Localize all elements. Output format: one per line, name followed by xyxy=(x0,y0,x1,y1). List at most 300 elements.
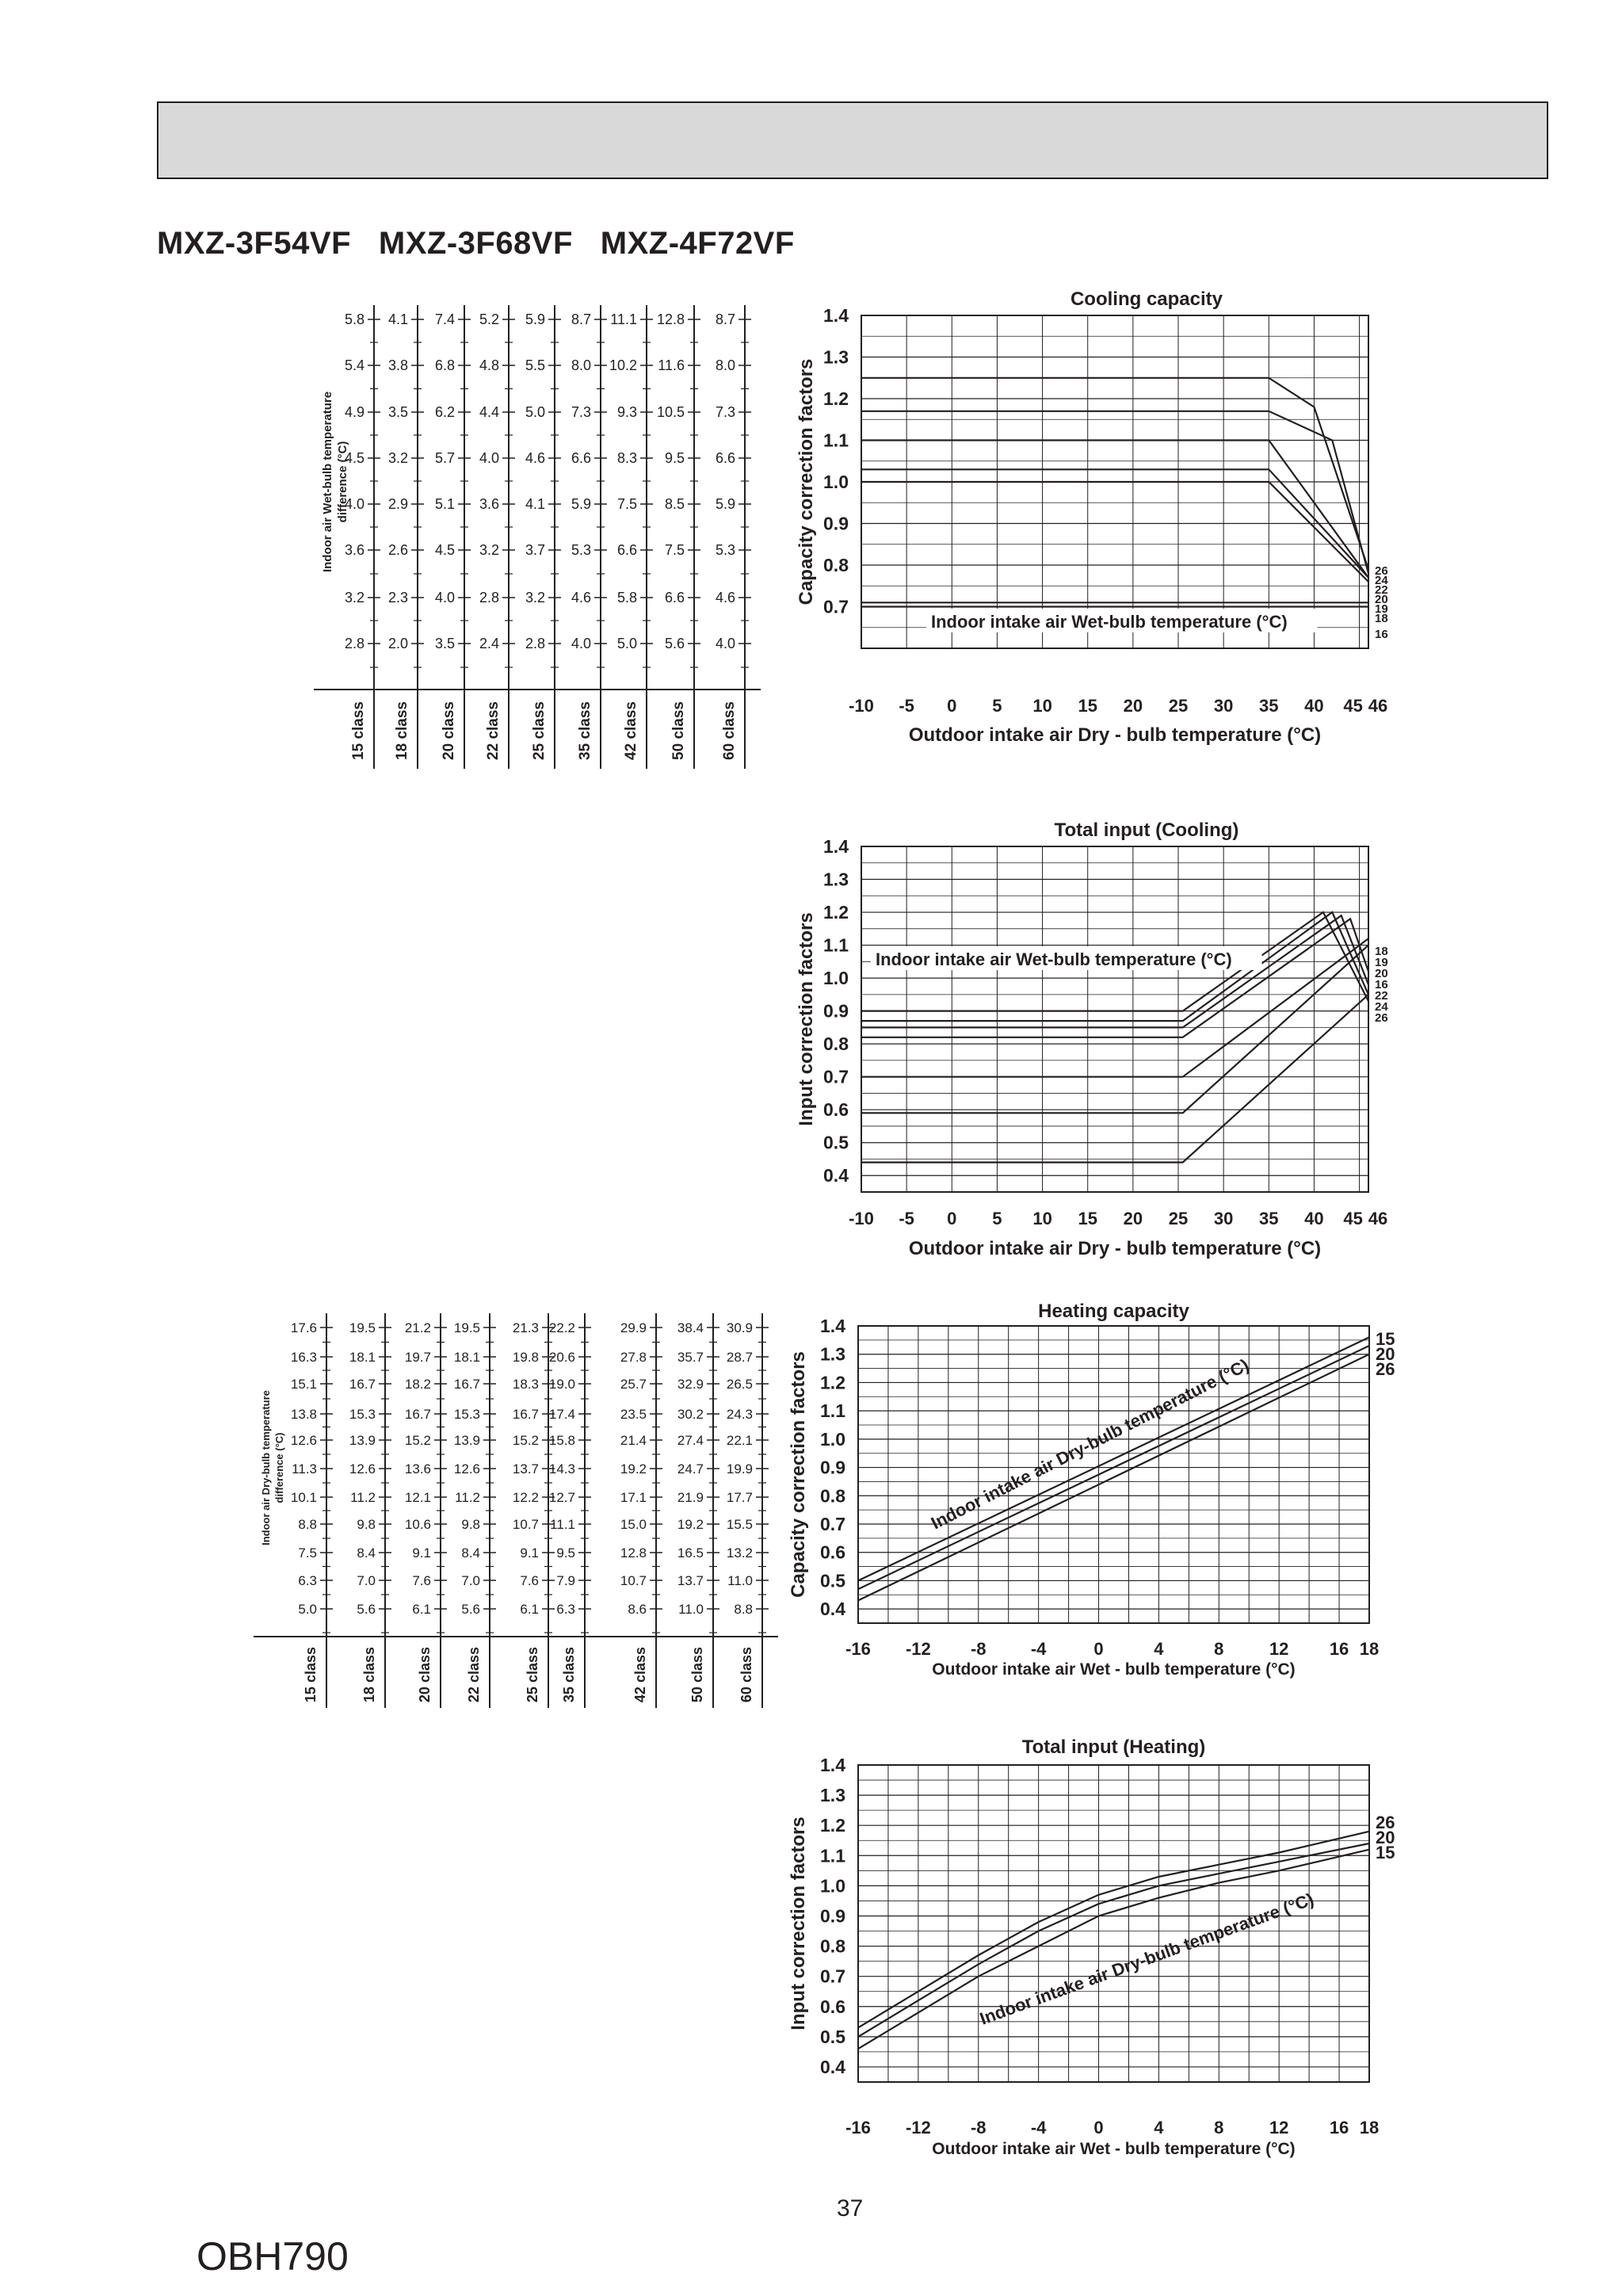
table-cell: 30.9 xyxy=(726,1320,753,1335)
table-cell: 4.0 xyxy=(571,636,591,651)
table-cell: 11.1 xyxy=(610,311,637,327)
x-axis-label: Outdoor intake air Dry - bulb temperature (°C) xyxy=(908,724,1322,746)
nomogram-table-1 xyxy=(314,305,761,769)
y-tick-label: 0.5 xyxy=(820,2026,845,2047)
table-cell: 4.0 xyxy=(344,496,364,512)
table-cell: 8.6 xyxy=(628,1602,647,1617)
table-cell: 6.1 xyxy=(520,1602,539,1617)
x-tick-label: -8 xyxy=(970,1639,987,1659)
chart-4 xyxy=(788,1736,1395,2158)
legend-label: 24 xyxy=(1375,574,1388,587)
table-cell: 21.9 xyxy=(677,1490,704,1505)
series-line-20 xyxy=(858,1843,1369,2037)
y-tick-label: 1.2 xyxy=(820,1815,845,1836)
x-tick-label: 4 xyxy=(1154,1639,1164,1659)
class-label: 15 class xyxy=(350,701,367,760)
y-tick-label: 0.8 xyxy=(820,1485,845,1507)
table-cell: 5.5 xyxy=(525,357,545,373)
table-cell: 15.5 xyxy=(726,1517,753,1532)
table-cell: 16.7 xyxy=(453,1377,480,1392)
table-cell: 4.9 xyxy=(344,404,364,420)
table-cell: 6.6 xyxy=(571,450,591,466)
x-tick-label: 16 xyxy=(1329,1639,1349,1659)
table-cell: 8.7 xyxy=(715,311,735,327)
nomogram-table-2 xyxy=(254,1313,778,1708)
chart-grid xyxy=(861,846,1368,1192)
chart-title: Cooling capacity xyxy=(1070,288,1223,310)
x-axis-label: Outdoor intake air Wet - bulb temperature (°C) xyxy=(932,2140,1296,2158)
class-label: 22 class xyxy=(466,1647,482,1703)
chart-grid xyxy=(858,1765,1369,2082)
table-cell: 4.5 xyxy=(434,542,455,558)
x-tick-label: -10 xyxy=(849,696,874,716)
y-tick-label: 0.9 xyxy=(820,1905,845,1927)
table-cell: 4.4 xyxy=(479,404,499,420)
table-cell: 9.1 xyxy=(412,1545,431,1561)
table-cell: 10.2 xyxy=(609,357,637,373)
table-cell: 3.5 xyxy=(434,636,455,651)
table-cell: 19.8 xyxy=(512,1350,539,1365)
table-cell: 13.9 xyxy=(453,1433,480,1448)
table-cell: 16.3 xyxy=(290,1350,317,1365)
table-cell: 3.2 xyxy=(525,590,545,606)
table-cell: 7.5 xyxy=(616,496,637,512)
series-line-16 xyxy=(861,995,1368,1163)
table-cell: 5.0 xyxy=(616,636,637,651)
table-cell: 21.2 xyxy=(404,1320,431,1335)
table-cell: 3.7 xyxy=(525,542,545,558)
legend-label: 20 xyxy=(1375,593,1388,606)
table-cell: 3.2 xyxy=(479,542,499,558)
table-cell: 27.4 xyxy=(677,1433,704,1448)
table-cell: 4.6 xyxy=(715,590,735,606)
table-cell: 13.9 xyxy=(349,1433,376,1448)
table-title-line: difference (°C) xyxy=(273,1432,285,1503)
table-cell: 7.6 xyxy=(412,1573,431,1588)
x-tick-label: 30 xyxy=(1213,1209,1234,1228)
table-cell: 5.9 xyxy=(525,311,545,327)
y-tick-label: 0.8 xyxy=(823,555,849,575)
x-tick-label: -10 xyxy=(849,1209,874,1228)
table-cell: 15.3 xyxy=(453,1407,480,1422)
legend-label: 20 xyxy=(1376,1344,1395,1364)
y-tick-label: 1.2 xyxy=(823,902,849,923)
y-tick-label: 1.0 xyxy=(820,1875,845,1897)
table-cell: 5.9 xyxy=(571,496,591,512)
table-cell: 5.7 xyxy=(434,450,455,466)
x-tick-label: -12 xyxy=(905,1639,931,1659)
x-tick-label: 18 xyxy=(1359,1639,1380,1659)
table-cell: 11.0 xyxy=(678,1602,704,1617)
class-label: 20 class xyxy=(441,701,457,760)
y-tick-label: 1.2 xyxy=(820,1372,845,1393)
legend-label: 22 xyxy=(1375,989,1388,1003)
table-cell: 18.2 xyxy=(404,1377,431,1392)
table-cell: 7.0 xyxy=(357,1573,376,1588)
table-cell: 2.6 xyxy=(387,542,408,558)
x-tick-label: -5 xyxy=(899,1209,914,1228)
table-cell: 7.3 xyxy=(715,404,735,420)
table-cell: 17.1 xyxy=(620,1490,647,1505)
x-tick-label: 35 xyxy=(1259,696,1279,716)
x-tick-label: 40 xyxy=(1304,1209,1324,1228)
table-cell: 11.1 xyxy=(550,1517,575,1532)
table-cell: 8.0 xyxy=(571,357,591,373)
legend-label: 26 xyxy=(1375,1011,1388,1025)
table-cell: 24.7 xyxy=(677,1461,704,1477)
x-tick-label: 16 xyxy=(1329,2118,1349,2137)
table-cell: 8.4 xyxy=(357,1545,376,1561)
table-cell: 13.2 xyxy=(726,1545,753,1561)
table-cell: 3.6 xyxy=(479,496,499,512)
document-code: OBH790 xyxy=(197,2234,349,2279)
table-cell: 21.4 xyxy=(620,1433,647,1448)
table-cell: 5.3 xyxy=(715,542,735,558)
table-cell: 4.0 xyxy=(715,636,735,651)
class-label: 35 class xyxy=(577,701,593,760)
table-cell: 2.8 xyxy=(479,590,499,606)
table-cell: 18.1 xyxy=(453,1350,480,1365)
table-cell: 5.6 xyxy=(664,636,685,651)
table-cell: 12.8 xyxy=(656,311,685,327)
table-cell: 11.2 xyxy=(350,1490,376,1505)
chart-grid xyxy=(858,1326,1369,1623)
y-axis-label: Input correction factors xyxy=(788,1817,809,2030)
series-line-15 xyxy=(858,1850,1369,2049)
y-tick-label: 0.6 xyxy=(823,1099,849,1121)
table-cell: 28.7 xyxy=(726,1350,753,1365)
plot-frame xyxy=(858,1765,1369,2082)
table-cell: 5.6 xyxy=(461,1602,480,1617)
table-cell: 29.9 xyxy=(620,1320,647,1335)
table-cell: 7.5 xyxy=(664,542,685,558)
table-cell: 5.9 xyxy=(715,496,735,512)
y-tick-label: 1.4 xyxy=(820,1755,845,1775)
table-cell: 15.2 xyxy=(512,1433,539,1448)
x-tick-label: 25 xyxy=(1168,1209,1189,1228)
class-label: 18 class xyxy=(394,701,410,760)
y-tick-label: 1.1 xyxy=(820,1845,845,1866)
plot-frame xyxy=(858,1326,1369,1623)
table-cell: 6.1 xyxy=(412,1602,431,1617)
table-cell: 12.6 xyxy=(290,1433,317,1448)
class-label: 18 class xyxy=(361,1647,377,1703)
y-tick-label: 0.7 xyxy=(823,1066,849,1087)
table-cell: 13.6 xyxy=(404,1461,431,1477)
table-cell: 25.7 xyxy=(620,1377,647,1392)
table-cell: 19.7 xyxy=(404,1350,431,1365)
legend-label: 24 xyxy=(1375,1000,1388,1014)
table-cell: 18.3 xyxy=(512,1377,539,1392)
class-label: 50 class xyxy=(670,701,687,760)
x-tick-label: 45 xyxy=(1343,1209,1363,1228)
x-tick-label: 0 xyxy=(947,696,957,716)
table-cell: 13.7 xyxy=(677,1573,704,1588)
series-line-26 xyxy=(858,1354,1369,1601)
table-cell: 11.0 xyxy=(727,1573,753,1588)
table-cell: 6.6 xyxy=(715,450,735,466)
y-tick-label: 0.6 xyxy=(820,1541,845,1563)
table-cell: 19.2 xyxy=(620,1461,647,1477)
y-tick-label: 0.5 xyxy=(820,1570,845,1591)
table-cell: 16.7 xyxy=(404,1407,431,1422)
table-cell: 9.8 xyxy=(461,1517,480,1532)
y-tick-label: 0.7 xyxy=(823,596,849,617)
table-cell: 10.1 xyxy=(290,1490,317,1505)
table-cell: 12.6 xyxy=(453,1461,480,1477)
table-cell: 12.6 xyxy=(349,1461,376,1477)
table-cell: 17.7 xyxy=(726,1490,753,1505)
table-cell: 5.8 xyxy=(344,311,364,327)
table-title-line: difference (°C) xyxy=(336,441,349,523)
table-cell: 3.8 xyxy=(387,357,408,373)
table-cell: 4.0 xyxy=(479,450,499,466)
table-cell: 16.7 xyxy=(349,1377,376,1392)
table-cell: 27.8 xyxy=(620,1350,647,1365)
y-tick-label: 1.1 xyxy=(823,430,849,451)
x-tick-label: 46 xyxy=(1368,696,1388,716)
x-tick-label: 0 xyxy=(1093,2118,1104,2137)
y-tick-label: 1.3 xyxy=(820,1343,845,1365)
x-tick-label: -12 xyxy=(905,2118,931,2137)
y-tick-label: 1.1 xyxy=(823,934,849,956)
table-cell: 30.2 xyxy=(677,1407,704,1422)
table-cell: 9.5 xyxy=(664,450,685,466)
table-cell: 6.6 xyxy=(664,590,685,606)
table-cell: 4.6 xyxy=(571,590,591,606)
series-line-24 xyxy=(861,411,1368,574)
x-tick-label: 4 xyxy=(1154,2118,1164,2137)
class-label: 20 class xyxy=(417,1647,433,1703)
plot-frame xyxy=(861,846,1368,1192)
table-cell: 6.6 xyxy=(616,542,637,558)
table-cell: 7.5 xyxy=(298,1545,317,1561)
table-cell: 5.0 xyxy=(525,404,545,420)
series-line-18 xyxy=(861,946,1368,1114)
x-tick-label: 30 xyxy=(1213,696,1234,716)
x-tick-label: -4 xyxy=(1030,2118,1047,2137)
table-cell: 7.4 xyxy=(434,311,455,327)
x-tick-label: 25 xyxy=(1168,696,1189,716)
table-cell: 15.8 xyxy=(548,1433,575,1448)
x-tick-label: -8 xyxy=(970,2118,987,2137)
table-cell: 11.2 xyxy=(455,1490,480,1505)
table-cell: 5.2 xyxy=(479,311,499,327)
table-cell: 9.5 xyxy=(556,1545,575,1561)
table-cell: 17.4 xyxy=(548,1407,575,1422)
table-cell: 12.7 xyxy=(548,1490,575,1505)
table-cell: 19.5 xyxy=(349,1320,376,1335)
x-tick-label: 5 xyxy=(992,696,1002,716)
x-axis-label: Outdoor intake air Dry - bulb temperature (°C) xyxy=(908,1238,1322,1259)
x-tick-label: 20 xyxy=(1123,1209,1143,1228)
table-cell: 11.6 xyxy=(658,357,685,373)
table-cell: 4.6 xyxy=(525,450,545,466)
table-cell: 22.2 xyxy=(548,1320,575,1335)
y-tick-label: 0.5 xyxy=(823,1132,849,1153)
y-axis-label: Input correction factors xyxy=(796,912,817,1126)
x-tick-label: 15 xyxy=(1078,696,1097,716)
y-tick-label: 0.6 xyxy=(820,1996,845,2017)
table-cell: 9.1 xyxy=(520,1545,539,1561)
y-tick-label: 1.2 xyxy=(823,388,849,409)
table-cell: 4.1 xyxy=(387,311,408,327)
series-line-26 xyxy=(858,1832,1369,2028)
x-tick-label: -16 xyxy=(845,2118,871,2137)
class-label: 25 class xyxy=(531,701,548,760)
legend-label: 22 xyxy=(1375,583,1388,597)
table-cell: 6.8 xyxy=(434,357,455,373)
table-cell: 2.8 xyxy=(344,636,364,651)
table-cell: 8.8 xyxy=(734,1602,753,1617)
table-cell: 4.1 xyxy=(525,496,545,512)
table-cell: 15.2 xyxy=(404,1433,431,1448)
legend-label: 26 xyxy=(1375,564,1388,578)
x-axis-label: Outdoor intake air Wet - bulb temperature (°C) xyxy=(932,1660,1296,1679)
class-label: 15 class xyxy=(303,1647,319,1703)
y-tick-label: 0.8 xyxy=(820,1935,845,1957)
x-tick-label: 18 xyxy=(1359,2118,1380,2137)
table-cell: 3.2 xyxy=(387,450,408,466)
chart-annotation: Indoor intake air Dry-bulb temperature (°C) xyxy=(927,1354,1253,1534)
legend-label: 19 xyxy=(1375,602,1388,616)
legend-label: 20 xyxy=(1376,1828,1395,1847)
table-cell: 11.3 xyxy=(292,1461,317,1477)
table-cell: 6.3 xyxy=(298,1573,317,1588)
table-cell: 32.9 xyxy=(677,1377,704,1392)
table-cell: 21.3 xyxy=(512,1320,539,1335)
legend-label: 15 xyxy=(1376,1843,1395,1862)
table-title-line: Indoor air Wet-bulb temperature xyxy=(321,391,334,573)
x-tick-label: 45 xyxy=(1343,696,1363,716)
x-tick-label: -5 xyxy=(899,696,914,716)
table-cell: 8.5 xyxy=(664,496,685,512)
y-tick-label: 1.3 xyxy=(820,1785,845,1806)
x-tick-label: 10 xyxy=(1032,1209,1052,1228)
x-tick-label: 10 xyxy=(1032,696,1052,716)
table-title xyxy=(260,1390,285,1545)
table-cell: 22.1 xyxy=(726,1433,753,1448)
x-tick-label: 12 xyxy=(1269,2118,1289,2137)
y-axis-label: Capacity correction factors xyxy=(788,1351,809,1598)
y-axis-label: Capacity correction factors xyxy=(796,358,817,606)
legend-label: 19 xyxy=(1375,956,1388,969)
table-cell: 8.7 xyxy=(571,311,591,327)
table-cell: 24.3 xyxy=(726,1407,753,1422)
class-label: 60 class xyxy=(738,1647,754,1703)
chart-title: Total input (Heating) xyxy=(1021,1736,1206,1758)
x-tick-label: 5 xyxy=(992,1209,1002,1228)
legend-label: 26 xyxy=(1376,1813,1395,1832)
table-cell: 4.0 xyxy=(434,590,455,606)
table-cell: 2.4 xyxy=(479,636,499,651)
y-tick-label: 1.4 xyxy=(823,836,849,857)
x-tick-label: 15 xyxy=(1078,1209,1097,1228)
y-tick-label: 0.4 xyxy=(823,1165,849,1186)
table-cell: 8.4 xyxy=(461,1545,480,1561)
table-cell: 5.6 xyxy=(357,1602,376,1617)
table-cell: 3.5 xyxy=(387,404,408,420)
table-cell: 26.5 xyxy=(726,1377,753,1392)
table-cell: 20.6 xyxy=(548,1350,575,1365)
y-tick-label: 0.7 xyxy=(820,1966,845,1987)
table-cell: 15.0 xyxy=(620,1517,647,1532)
chart-annotation: Indoor intake air Wet-bulb temperature (°C) xyxy=(876,949,1232,969)
y-tick-label: 1.4 xyxy=(823,305,849,326)
table-cell: 7.9 xyxy=(556,1573,575,1588)
table-cell: 10.6 xyxy=(404,1517,431,1532)
y-tick-label: 0.7 xyxy=(820,1514,845,1534)
table-cell: 18.1 xyxy=(349,1350,376,1365)
table-cell: 5.0 xyxy=(298,1602,317,1617)
table-cell: 13.7 xyxy=(512,1461,539,1477)
table-cell: 10.7 xyxy=(620,1573,647,1588)
table-title-line: Indoor air Dry-bulb temperature xyxy=(260,1390,272,1545)
x-tick-label: 46 xyxy=(1368,1209,1388,1228)
table-cell: 15.1 xyxy=(290,1377,317,1392)
chart-annotation: Indoor intake air Wet-bulb temperature (°C) xyxy=(931,612,1288,632)
x-tick-label: 8 xyxy=(1214,1639,1224,1659)
x-tick-label: 40 xyxy=(1304,696,1324,716)
y-tick-label: 0.4 xyxy=(820,1599,845,1620)
y-tick-label: 1.3 xyxy=(823,869,849,890)
chart-annotation: Indoor intake air Dry-bulb temperature (°C) xyxy=(977,1889,1317,2029)
table-cell: 16.7 xyxy=(512,1407,539,1422)
table-cell: 9.8 xyxy=(357,1517,376,1532)
table-cell: 4.8 xyxy=(479,357,499,373)
legend-label: 18 xyxy=(1375,945,1388,958)
series-line-19 xyxy=(861,482,1368,582)
chart-1 xyxy=(796,288,1388,746)
class-label: 25 class xyxy=(525,1647,540,1703)
class-label: 22 class xyxy=(485,701,502,760)
table-cell: 10.7 xyxy=(512,1517,539,1532)
table-cell: 19.2 xyxy=(677,1517,704,1532)
table-cell: 8.8 xyxy=(298,1517,317,1532)
y-tick-label: 1.0 xyxy=(823,968,849,989)
table-cell: 5.3 xyxy=(571,542,591,558)
table-cell: 5.1 xyxy=(434,496,455,512)
table-cell: 7.0 xyxy=(461,1573,480,1588)
class-label: 50 class xyxy=(689,1647,705,1703)
y-tick-label: 0.4 xyxy=(820,2056,845,2077)
table-cell: 12.8 xyxy=(620,1545,647,1561)
table-cell: 17.6 xyxy=(290,1320,317,1335)
x-tick-label: 12 xyxy=(1269,1639,1289,1659)
table-cell: 2.8 xyxy=(525,636,545,651)
table-cell: 13.8 xyxy=(290,1407,317,1422)
x-tick-label: -4 xyxy=(1030,1639,1047,1659)
table-cell: 12.1 xyxy=(404,1490,431,1505)
table-cell: 12.2 xyxy=(512,1490,539,1505)
table-cell: 3.6 xyxy=(344,542,364,558)
chart-2 xyxy=(796,819,1388,1259)
class-label: 42 class xyxy=(623,701,639,760)
y-tick-label: 1.3 xyxy=(823,346,849,368)
table-cell: 8.3 xyxy=(616,450,637,466)
y-tick-label: 1.4 xyxy=(820,1316,845,1336)
y-tick-label: 1.0 xyxy=(820,1428,845,1450)
table-cell: 38.4 xyxy=(677,1320,704,1335)
table-cell: 16.5 xyxy=(677,1545,704,1561)
x-tick-label: 0 xyxy=(1093,1639,1104,1659)
table-cell: 5.4 xyxy=(344,357,364,373)
model-title: MXZ-3F54VF MXZ-3F68VF MXZ-4F72VF xyxy=(157,226,795,261)
table-cell: 7.6 xyxy=(520,1573,539,1588)
class-label: 60 class xyxy=(721,701,738,760)
chart-3 xyxy=(788,1301,1395,1679)
x-tick-label: -16 xyxy=(845,1639,871,1659)
